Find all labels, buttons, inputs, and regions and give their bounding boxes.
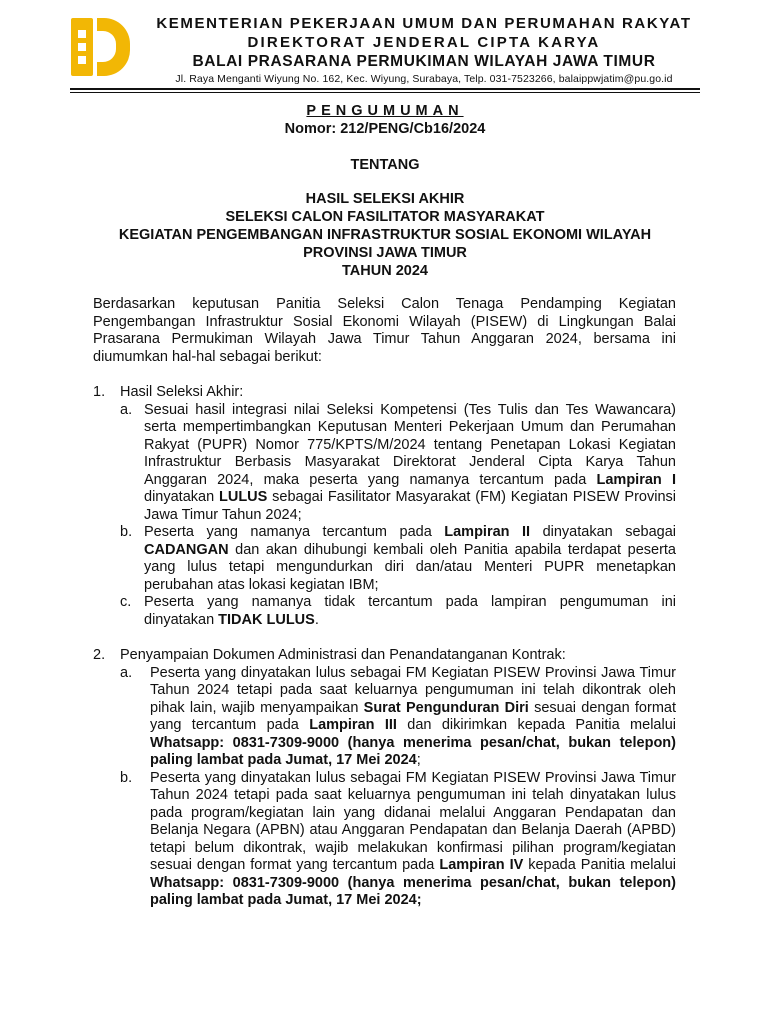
subject-line: KEGIATAN PENGEMBANGAN INFRASTRUKTUR SOSIAL EKONOMI WILAYAH (118, 227, 652, 243)
subject-line: HASIL SELEKSI AKHIR (305, 191, 465, 207)
item-bold-text: TIDAK LULUS (218, 611, 315, 628)
item-text: dinyatakan (144, 489, 219, 505)
section-final-result (93, 384, 676, 629)
item-text: dan dikirimkan kepada Panitia melalui (396, 717, 676, 733)
office-address: Jl. Raya Menganti Wiyung No. 162, Kec. Wiyung, Surabaya, Telp. 031-7523266, balaippwjatim@pu.go.id (175, 73, 673, 85)
letterhead-text (148, 14, 700, 86)
subject-line: TAHUN 2024 (342, 263, 428, 279)
letterhead-rule-thick (70, 88, 700, 90)
item-label: b. (120, 769, 133, 786)
announcement-number: Nomor: 212/PENG/Cb16/2024 (284, 121, 486, 137)
pupr-logo-icon (70, 16, 132, 78)
item-text: ; (416, 752, 421, 768)
item-bold-text: CADANGAN (144, 541, 229, 558)
item-bold-text: Lampiran I (596, 471, 677, 488)
item-text: sebagai Fasilitator Masyarakat (FM) Kegiatan PISEW Provinsi Jawa Timur Tahun 2024; (144, 489, 676, 523)
list-item (120, 665, 676, 770)
list-item (120, 770, 676, 910)
item-label: a. (120, 664, 133, 681)
item-text: dan akan dihubungi kembali oleh Panitia apabila terdapat peserta yang lulus tetapi mengundurkan diri dan/atau Menteri PUPR menetapkan perubahan atas lokasi kegiatan IBM; (144, 541, 676, 593)
ministry-name: KEMENTERIAN PEKERJAAN UMUM DAN PERUMAHAN RAKYAT (156, 15, 692, 32)
announcement-body (93, 296, 676, 910)
announcement-heading: PENGUMUMAN (306, 103, 464, 119)
directorate-name: DIREKTORAT JENDERAL CIPTA KARYA (247, 34, 601, 51)
list-item (120, 594, 676, 629)
list-item (120, 524, 676, 594)
item-bold-text: Whatsapp: 0831-7309-9000 (hanya menerima pesan/chat, bukan telepon) paling lambat pada Jumat, 17 Mei 2024; (150, 874, 676, 908)
item-text: Peserta yang namanya tidak tercantum pada lampiran pengumuman ini dinyatakan (144, 594, 676, 628)
section-title: Penyampaian Dokumen Administrasi dan Penandatanganan Kontrak: (120, 647, 566, 663)
subject-line: SELEKSI CALON FASILITATOR MASYARAKAT (225, 209, 545, 225)
item-bold-text: Surat Pengunduran Diri (363, 699, 529, 716)
section-number: 1. (93, 384, 106, 400)
item-text: kepada Panitia melalui (523, 857, 677, 873)
section-number: 2. (93, 647, 106, 663)
office-name: BALAI PRASARANA PERMUKIMAN WILAYAH JAWA TIMUR (192, 53, 656, 70)
intro-paragraph: Berdasarkan keputusan Panitia Seleksi Calon Tenaga Pendamping Kegiatan Pengembangan Infrastruktur Sosial Ekonomi Wilayah (PISEW) di Lingkungan Balai Prasarana Permukiman Wilayah Jawa Timur Tahun Anggaran 2024, bersama ini diumumkan hal-hal sebagai berikut: (93, 296, 676, 365)
letterhead-rule-thin (70, 92, 700, 93)
letterhead (70, 14, 700, 98)
item-text: Sesuai hasil integrasi nilai Seleksi Kompetensi (Tes Tulis dan Tes Wawancara) serta mempertimbangkan Keputusan Menteri Pekerjaan Umum dan Perumahan Rakyat (PUPR) Nomor 775/KPTS/M/2024 tentang Penetapan Lokasi Kegiatan Infrastruktur Berbasis Masyarakat Direktorat Jenderal Cipta Karya Tahun Anggaran 2024, maka peserta yang namanya tercantum pada (144, 401, 676, 488)
list-item (120, 402, 676, 525)
item-label: b. (120, 524, 133, 540)
item-label: a. (120, 401, 133, 418)
item-text: . (314, 611, 319, 628)
item-bold-text: Lampiran III (309, 717, 397, 733)
item-text: dinyatakan sebagai (530, 524, 676, 540)
subject-line: PROVINSI JAWA TIMUR (303, 245, 467, 261)
item-bold-text: Whatsapp: 0831-7309-9000 (hanya menerima pesan/chat, bukan telepon) paling lambat pada Jumat, 17 Mei 2024 (150, 734, 676, 768)
item-text: Peserta yang namanya tercantum pada (144, 524, 445, 540)
section-title: Hasil Seleksi Akhir: (120, 384, 244, 400)
item-label: c. (120, 594, 132, 610)
about-label: TENTANG (350, 157, 420, 173)
item-text: Peserta yang dinyatakan lulus sebagai FM Kegiatan PISEW Provinsi Jawa Timur Tahun 2024 tetapi pada saat keluarnya pengumuman ini telah dinyatakan lulus pada program/kegiatan lain yang didanai melalui Anggaran Pendapatan dan Belanja Negara (APBN) atau Anggaran Pendapatan dan Belanja Daerah (APBD) tetapi belum dikontrak, wajib melakukan konfirmasi pilihan program/kegiatan sesuai dengan format yang tercantum pada (150, 769, 676, 873)
item-bold-text: LULUS (218, 489, 268, 505)
section-documents-contract (93, 647, 676, 910)
item-bold-text: Lampiran IV (439, 857, 524, 873)
announcement-title-block (70, 102, 700, 280)
item-text: sesuai dengan format yang tercantum pada (150, 699, 676, 733)
item-bold-text: Lampiran II (444, 524, 531, 540)
item-text: Peserta yang dinyatakan lulus sebagai FM Kegiatan PISEW Provinsi Jawa Timur Tahun 2024 tetapi pada saat keluarnya pengumuman ini telah dikontrak oleh pihak lain, wajib menyampaikan (150, 664, 676, 716)
